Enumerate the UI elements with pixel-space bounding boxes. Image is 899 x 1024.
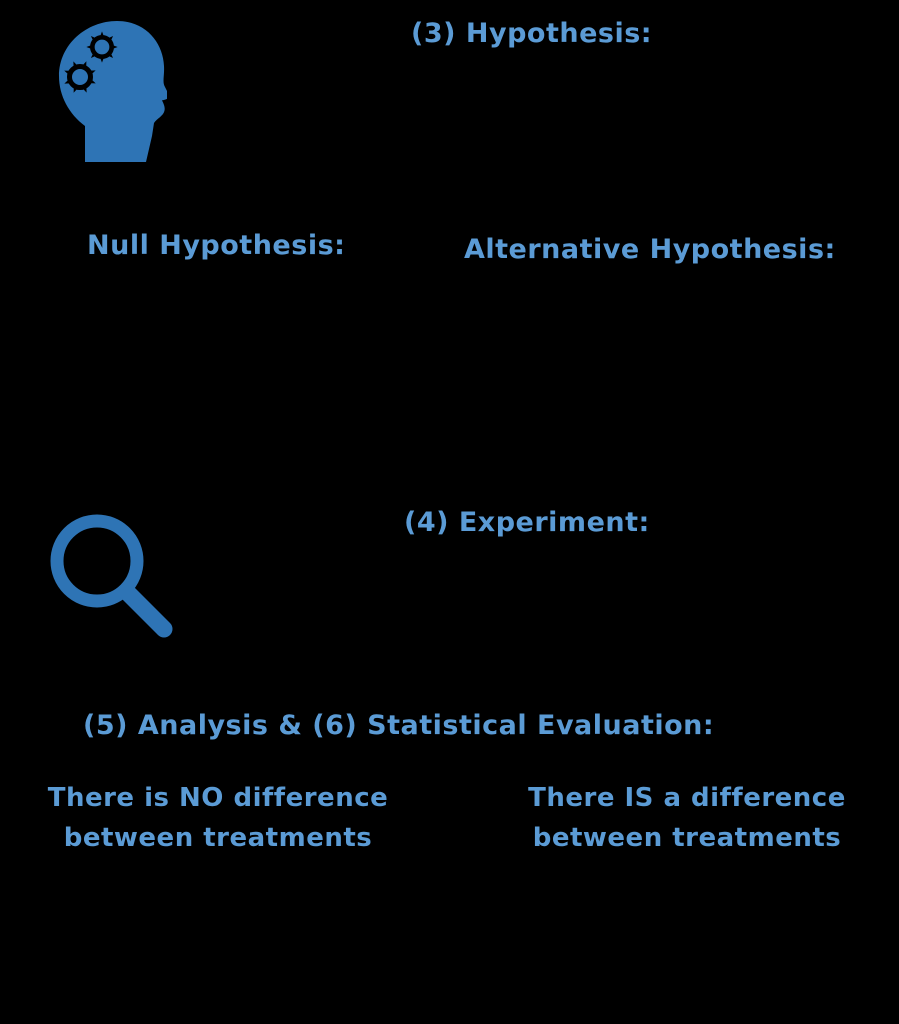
alternative-outcome-line1: There IS a difference [528, 783, 846, 813]
experiment-title: (4) Experiment: [404, 507, 650, 538]
alternative-outcome-line2: between treatments [532, 823, 842, 853]
null-outcome-line2: between treatments [63, 823, 373, 853]
analysis-evaluation-title: (5) Analysis & (6) Statistical Evaluation: [83, 710, 715, 741]
null-outcome-text [28, 778, 408, 858]
null-hypothesis-label: Null Hypothesis: [87, 230, 346, 261]
hypothesis-title: (3) Hypothesis: [411, 18, 653, 49]
magnifying-glass-icon [50, 510, 182, 642]
thinking-head-gears-icon [45, 16, 167, 162]
null-outcome-line1: There is NO difference [47, 783, 389, 813]
alternative-hypothesis-label: Alternative Hypothesis: [464, 234, 836, 265]
alternative-outcome-text [497, 778, 877, 858]
